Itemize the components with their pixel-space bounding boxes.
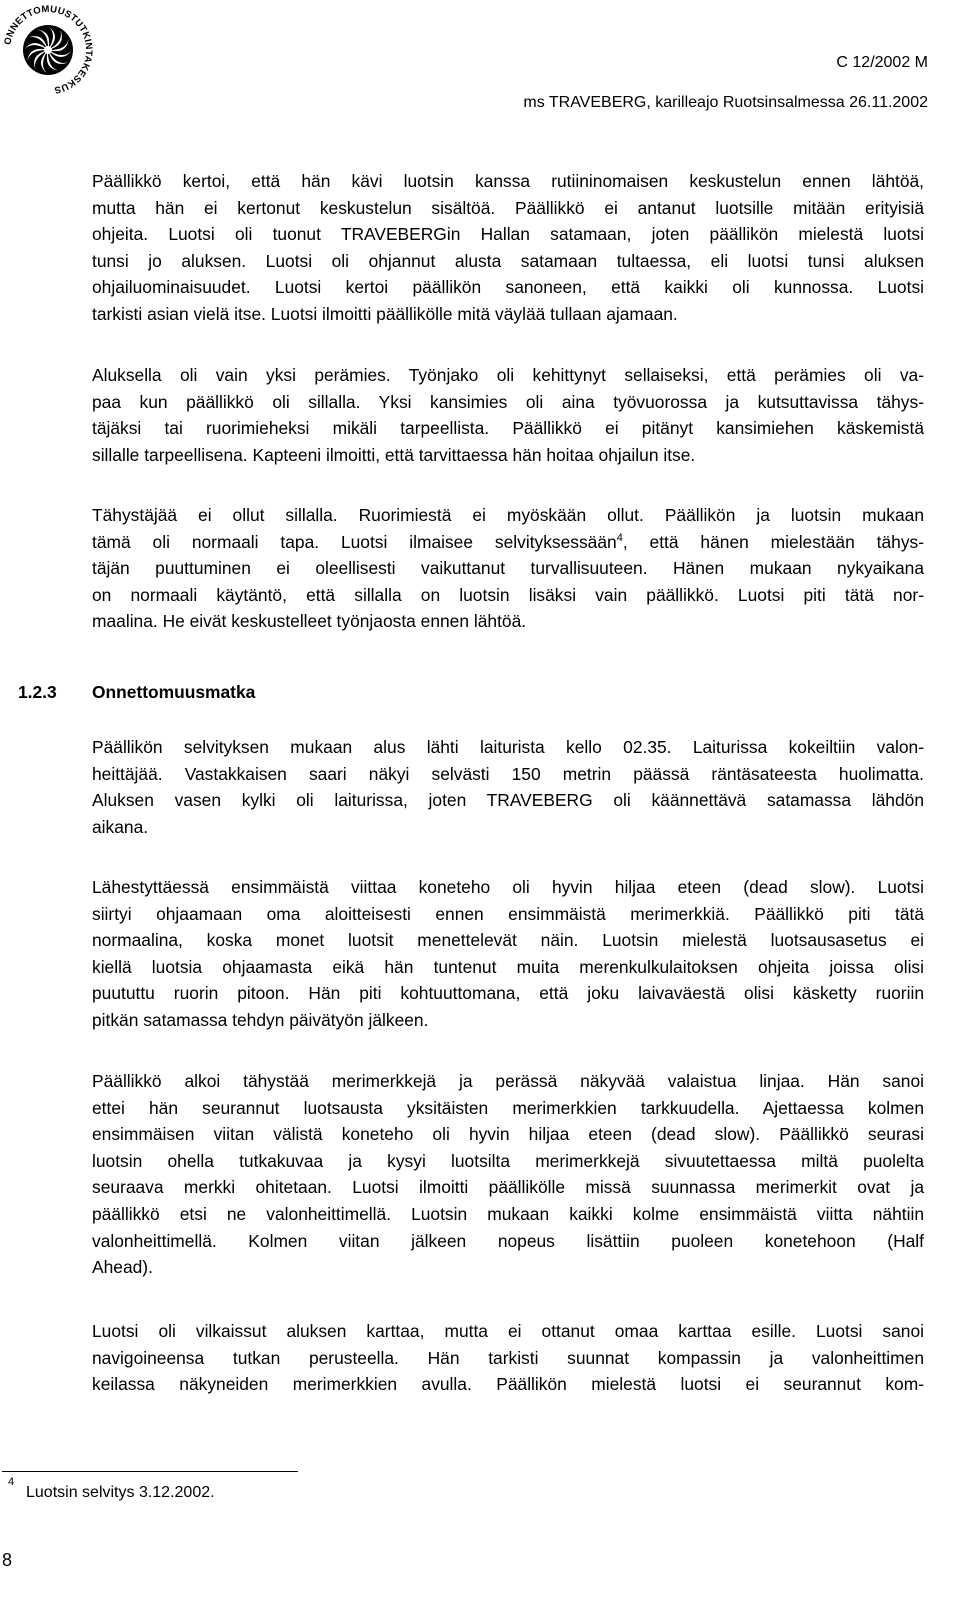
text-segment: , että hänen mielestään tähys- [622, 531, 925, 552]
text-line: Päällikkö kertoi, että hän kävi luotsin kanssa rutiininomaisen keskustelun ennen lähtöä, [92, 171, 924, 191]
text-line: pitkän satamassa tehdyn päivätyön jälkeen. [92, 1009, 429, 1030]
text-line: Aluksella oli vain yksi perämies. Työnjako oli kehittynyt sellaiseksi, että perämies oli va- [92, 365, 924, 385]
text-line: tarkisti asian vielä itse. Luotsi ilmoitti päällikölle mitä väylää tullaan ajamaan. [92, 303, 678, 324]
paragraph [92, 502, 924, 635]
text-line: täjän puuttuminen ei oleellisesti vaikuttanut turvallisuuteen. Hänen mukaan nykyaikana [92, 558, 924, 579]
text-line: Päällikön selvityksen mukaan alus lähti laiturista kello 02.35. Laiturissa kokeiltiin valon- [92, 737, 924, 757]
text-line: ensimmäisen viitan välistä koneteho oli hyvin hiljaa eteen (dead slow). Päällikkö seurasi [92, 1124, 924, 1145]
text-segment: tämä oli normaali tapa. Luotsi ilmaisee selvityksessään [92, 531, 617, 552]
text-line [92, 529, 924, 556]
text-line: mutta hän ei kertonut keskustelun sisältöä. Päällikkö ei antanut luotsille mitään erityisiä [92, 197, 924, 218]
text-line: luotsin ohella tutkakuvaa ja kysyi luotsilta merimerkkejä sivuutettaessa miltä puolelta [92, 1150, 924, 1171]
paragraph [92, 874, 924, 1034]
text-line: ettei hän seurannut luotsausta yksitäisten merimerkkien tarkkuudella. Ajettaessa kolmen [92, 1097, 924, 1118]
text-line: kiellä luotsia ohjaamasta eikä hän tuntenut muita merenkulkulaitoksen ohjeita joissa olisi [92, 956, 924, 977]
footnote-reference[interactable]: 4 [616, 531, 623, 544]
footnote-divider [2, 1471, 298, 1472]
paragraph [92, 168, 924, 328]
text-line: seuraava merkki ohitetaan. Luotsi ilmoitti päällikölle missä suunnassa merimerkit ovat ja [92, 1177, 924, 1198]
text-line: keilassa näkyneiden merimerkkien avulla. Päällikön mielestä luotsi ei seurannut kom- [92, 1374, 924, 1395]
text-line: tunsi jo aluksen. Luotsi oli ohjannut alusta satamaan tultaessa, eli luotsi tunsi aluksen [92, 250, 924, 271]
text-line: siirtyi ohjaamaan oma aloitteisesti ennen ensimmäistä merimerkkiä. Päällikkö piti tätä [92, 903, 924, 924]
text-line: heittäjää. Vastakkaisen saari näkyi selvästi 150 metrin päässä räntäsateesta huolimatta. [92, 763, 924, 784]
logo-seal-icon [0, 2, 96, 98]
paragraph [92, 1318, 924, 1398]
document-title: ms TRAVEBERG, karilleajo Ruotsinsalmessa 26.11.2002 [523, 94, 928, 111]
text-line: on normaali käytäntö, että sillalla on luotsin lisäksi vain päällikkö. Luotsi piti tätä nor- [92, 584, 924, 605]
text-line: maalina. He eivät keskustelleet työnjaosta ennen lähtöä. [92, 611, 527, 632]
section-title: Onnettomuusmatka [92, 682, 256, 702]
paragraph [92, 1068, 924, 1281]
text-line: Ahead). [92, 1257, 153, 1278]
page-number: 8 [2, 1550, 13, 1570]
paragraph [92, 734, 924, 840]
text-line: puututtu ruorin pitoon. Hän piti kohtuuttomana, että joku laivaväestä olisi käsketty ruoriin [92, 983, 924, 1004]
text-line: Päällikkö alkoi tähystää merimerkkejä ja perässä näkyvää valaistua linjaa. Hän sanoi [92, 1071, 924, 1091]
text-line: navigoineensa tutkan perusteella. Hän tarkisti suunnat kompassin ja valonheittimen [92, 1347, 924, 1368]
text-line: täjäksi tai ruorimieheksi mikäli tarpeellista. Päällikkö ei pitänyt kansimiehen käskemistä [92, 418, 924, 439]
text-line: Luotsi oli vilkaissut aluksen karttaa, mutta ei ottanut omaa karttaa esille. Luotsi sanoi [92, 1321, 924, 1341]
footnote-text: Luotsin selvitys 3.12.2002. [26, 1484, 215, 1501]
text-line: Lähestyttäessä ensimmäistä viittaa koneteho oli hyvin hiljaa eteen (dead slow). Luotsi [92, 877, 924, 897]
text-line: Tähystäjää ei ollut sillalla. Ruorimiestä ei myöskään ollut. Päällikön ja luotsin mukaan [92, 505, 924, 525]
text-line: Aluksen vasen kylki oli laiturissa, joten TRAVEBERG oli käännettävä satamassa lähdön [92, 790, 924, 811]
text-line: ohjeita. Luotsi oli tuonut TRAVEBERGin Hallan satamaan, joten päällikön mielestä luotsi [92, 224, 924, 245]
footnote-number: 4 [8, 1476, 15, 1488]
text-line: valonheittimellä. Kolmen viitan jälkeen nopeus lisättiin puoleen konetehoon (Half [92, 1230, 924, 1251]
text-line: paa kun päällikkö oli sillalla. Yksi kansimies oli aina työvuorossa ja kutsuttavissa tähys- [92, 391, 924, 412]
logo-text: ONNETTOMUUSTUTKINTAKESKUS [2, 3, 95, 96]
text-line: sillalle tarpeellisena. Kapteeni ilmoitti, että tarvittaessa hän hoitaa ohjailun itse. [92, 444, 696, 465]
text-line: normaalina, koska monet luotsit menettelevät näin. Luotsin mielestä luotsausasetus ei [92, 930, 924, 951]
text-line: ohjailuominaisuudet. Luotsi kertoi päällikön sanoneen, että kaikki oli kunnossa. Luotsi [92, 277, 924, 298]
paragraph [92, 362, 924, 468]
section-number: 1.2.3 [18, 682, 57, 702]
text-line: päällikkö etsi ne valonheittimellä. Luotsin mukaan kaikki kolme ensimmäistä viitta nähtiin [92, 1203, 924, 1224]
text-line: aikana. [92, 816, 149, 837]
document-code: C 12/2002 M [836, 54, 928, 71]
